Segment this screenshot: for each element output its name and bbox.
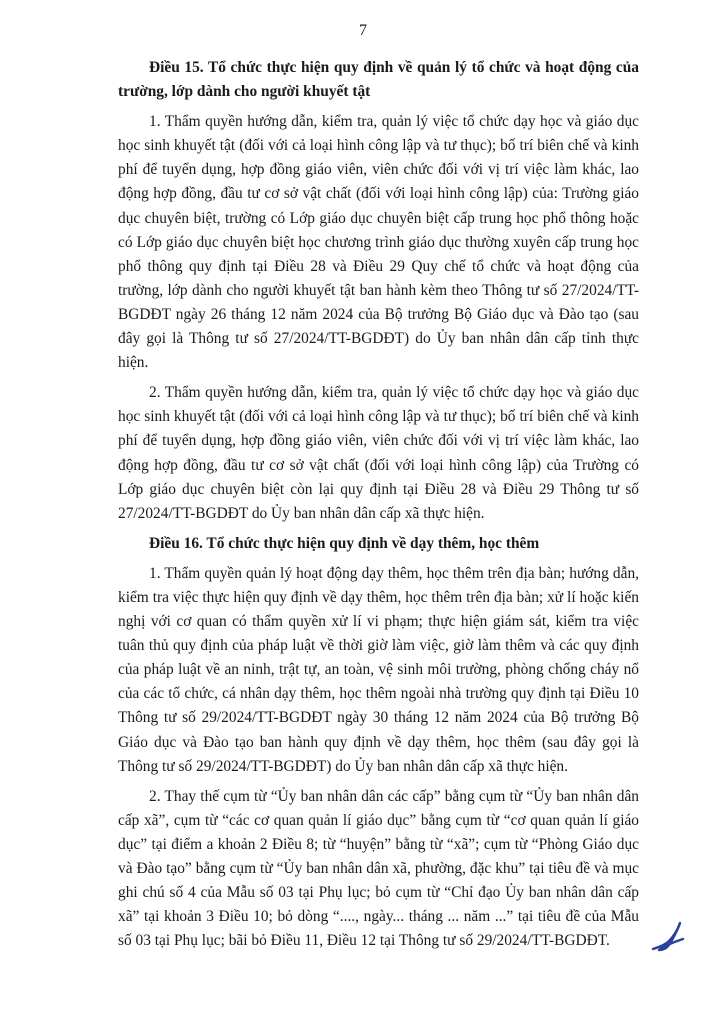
article-15-heading: Điều 15. Tổ chức thực hiện quy định về quản lý tổ chức và hoạt động của trường, lớp dành cho người khuyết tật <box>118 59 639 101</box>
document-body <box>118 56 639 959</box>
article-16-heading: Điều 16. Tổ chức thực hiện quy định về dạy thêm, học thêm <box>149 534 540 552</box>
article-15-clause-2: 2. Thẩm quyền hướng dẫn, kiểm tra, quản lý việc tổ chức dạy học và giáo dục học sinh khuyết tật (đối với cả loại hình công lập và tư thục); bố trí biên chế và kinh phí để tuyển dụng, hợp đồng giáo viên, viên chức đối với vị trí việc làm khác, lao động hợp đồng, đầu tư cơ sở vật chất (đối với loại hình công lập) của Trường có Lớp giáo dục chuyên biệt còn lại quy định tại Điều 28 và Điều 29 Thông tư số 27/2024/TT-BGDĐT do Ủy ban nhân dân cấp xã thực hiện. <box>118 384 639 522</box>
article-16-clause-1: 1. Thẩm quyền quản lý hoạt động dạy thêm, học thêm trên địa bàn; hướng dẫn, kiểm tra việc thực hiện quy định về dạy thêm, học thêm trên địa bàn; xử lí hoặc kiến nghị với cơ quan có thẩm quyền xử lí vi phạm; thực hiện giám sát, kiểm tra việc tuân thủ quy định của pháp luật về thời giờ làm việc, giờ làm thêm và các quy định của pháp luật về an ninh, trật tự, an toàn, vệ sinh môi trường, phòng chống cháy nổ của các tổ chức, cá nhân dạy thêm, học thêm ngoài nhà trường quy định tại Điều 10 Thông tư số 29/2024/TT-BGDĐT ngày 30 tháng 12 năm 2024 của Bộ trưởng Bộ Giáo dục và Đào tạo ban hành quy định về dạy thêm, học thêm (sau đây gọi là Thông tư số 29/2024/TT-BGDĐT) do Ủy ban nhân dân cấp xã thực hiện. <box>118 564 639 775</box>
initial-signature-icon <box>647 917 687 957</box>
article-16-clause-2: 2. Thay thế cụm từ “Ủy ban nhân dân các cấp” bằng cụm từ “Ủy ban nhân dân cấp xã”, cụm từ “các cơ quan quản lí giáo dục” bằng cụm từ “cơ quan quản lí giáo dục” tại điểm a khoản 2 Điều 8; từ “huyện” bằng từ “xã”; cụm từ “Phòng Giáo dục và Đào tạo” bằng cụm từ “Ủy ban nhân dân xã, phường, đặc khu” tại tiêu đề và mục ghi chú số 4 của Mẫu số 03 tại Phụ lục; bỏ cụm từ “Chỉ đạo Ủy ban nhân dân cấp xã” tại khoản 3 Điều 10; bỏ dòng “...., ngày... tháng ... năm ...” tại tiêu đề của Mẫu số 03 tại Phụ lục; bãi bỏ Điều 11, Điều 12 tại Thông tư số 29/2024/TT-BGDĐT. <box>118 787 639 950</box>
article-15-clause-1: 1. Thẩm quyền hướng dẫn, kiểm tra, quản lý việc tổ chức dạy học và giáo dục học sinh khuyết tật (đối với cả loại hình công lập và tư thục); bố trí biên chế và kinh phí để tuyển dụng, hợp đồng giáo viên, viên chức đối với vị trí việc làm khác, lao động hợp đồng, đầu tư cơ sở vật chất (đối với loại hình công lập) của: Trường giáo dục chuyên biệt, trường có Lớp giáo dục chuyên biệt cấp trung học phổ thông hoặc có Lớp giáo dục chuyên biệt học chương trình giáo dục thường xuyên cấp trung học phổ thông quy định tại Điều 28 và Điều 29 Quy chế tổ chức và hoạt động của trường, lớp dành cho người khuyết tật ban hành kèm theo Thông tư số 27/2024/TT-BGDĐT ngày 26 tháng 12 năm 2024 của Bộ trưởng Bộ Giáo dục và Đào tạo (sau đây gọi là Thông tư số 27/2024/TT-BGDĐT) do Ủy ban nhân dân cấp tỉnh thực hiện. <box>118 113 639 372</box>
page-number: 7 <box>359 22 367 39</box>
